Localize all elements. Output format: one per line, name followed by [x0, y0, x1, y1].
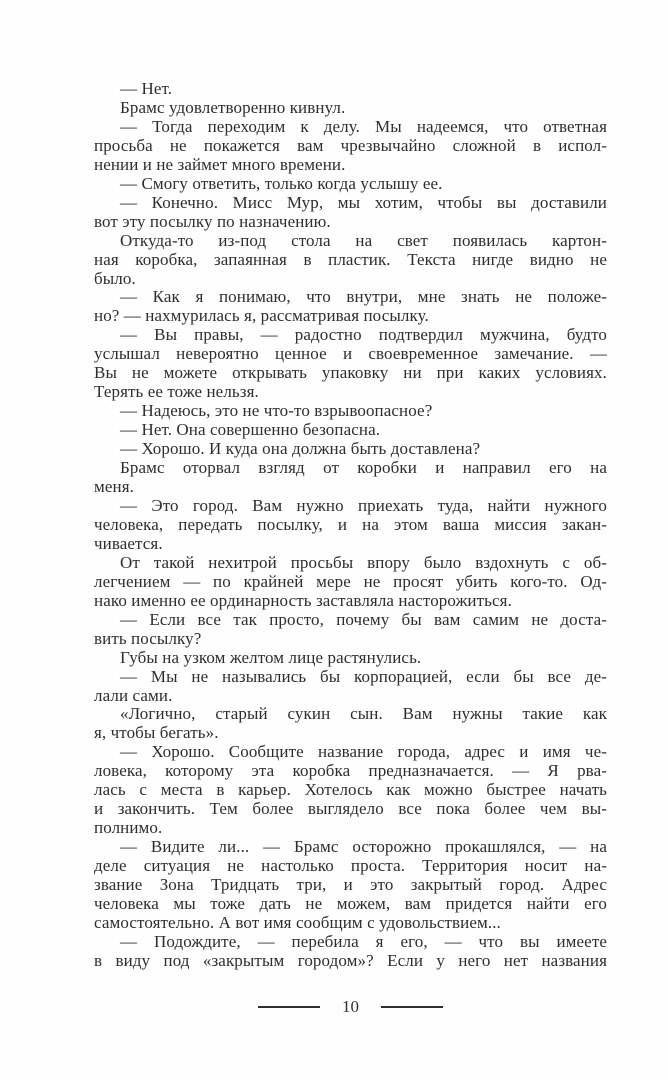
- text-line: ная коробка, запаянная в пластик. Текста нигде видно не: [94, 249, 607, 269]
- text-line: человека, передать посылку, и на этом ваша миссия закан-: [94, 514, 607, 534]
- footer-rule-left: [258, 1006, 320, 1008]
- text-line: лали сами.: [94, 685, 173, 705]
- text-line: но? — нахмурилась я, рассматривая посылку.: [94, 306, 429, 326]
- text-line: Брамс оторвал взгляд от коробки и направил его на: [120, 458, 607, 478]
- text-line: — Хорошо. Сообщите название города, адрес и имя че-: [120, 742, 607, 762]
- text-line: — Нет.: [120, 79, 173, 98]
- text-line: и закончить. Тем более выглядело все пока более чем вы-: [94, 799, 607, 819]
- text-line: — Тогда переходим к делу. Мы надеемся, что ответная: [120, 116, 607, 136]
- text-line: деле ситуация не настолько проста. Территория носит на-: [94, 856, 607, 876]
- text-line: легчением — по крайней мере не просят убить кого-то. Од-: [94, 571, 607, 591]
- text-line: я, чтобы бегать».: [94, 723, 219, 743]
- text-line: «Логично, старый сукин сын. Вам нужны такие как: [120, 704, 607, 724]
- text-line: — Мы не назывались бы корпорацией, если бы все де-: [120, 666, 607, 686]
- text-line: вот эту посылку по назначению.: [94, 211, 331, 231]
- page-number: 10: [342, 997, 359, 1016]
- text-line: человека мы тоже дать не можем, вам придется найти его: [94, 893, 607, 913]
- text-line: — Нет. Она совершенно безопасна.: [120, 420, 381, 440]
- text-line: Откуда-то из-под стола на свет появилась картон-: [120, 230, 607, 250]
- text-line: От такой нехитрой просьбы впору было вздохнуть с об-: [120, 552, 607, 572]
- text-line: звание Зона Тридцать три, и это закрытый город. Адрес: [94, 875, 607, 895]
- text-line: — Это город. Вам нужно приехать туда, найти нужного: [120, 495, 607, 515]
- text-line: услышал невероятно ценное и своевременное замечание. —: [94, 344, 607, 364]
- text-line: — Видите ли... — Брамс осторожно прокашлялся, — на: [120, 837, 607, 857]
- text-block: [94, 80, 607, 971]
- text-line: — Смогу ответить, только когда услышу ее.: [120, 173, 443, 193]
- text-line: — Надеюсь, это не что-то взрывоопасное?: [120, 401, 433, 421]
- text-line: самостоятельно. А вот имя сообщим с удовольствием...: [94, 912, 501, 932]
- text-line: лась с места в карьер. Хотелось как можно быстрее начать: [94, 780, 607, 800]
- text-line: вить посылку?: [94, 628, 202, 648]
- text-line: Брамс удовлетворенно кивнул.: [120, 97, 346, 117]
- text-line: Губы на узком желтом лице растянулись.: [120, 647, 422, 667]
- text-line: — Вы правы, — радостно подтвердил мужчина, будто: [120, 325, 607, 345]
- text-line: — Как я понимаю, что внутри, мне знать не положе-: [120, 287, 607, 307]
- text-line: меня.: [94, 477, 134, 497]
- text-line: — Если все так просто, почему бы вам самим не доста-: [120, 609, 607, 629]
- text-line: — Хорошо. И куда она должна быть доставлена?: [120, 439, 481, 459]
- text-line: было.: [94, 268, 136, 288]
- page-footer: [94, 997, 607, 1017]
- text-line: полнимо.: [94, 818, 163, 838]
- text-line: ловека, которому эта коробка предназначается. — Я рва-: [94, 761, 607, 781]
- text-line: — Подождите, — перебила я его, — что вы имеете: [120, 931, 607, 951]
- text-line: чивается.: [94, 533, 163, 553]
- text-line: нении и не займет много времени.: [94, 154, 346, 174]
- text-line: Вы не можете открывать упаковку ни при каких условиях.: [94, 363, 607, 383]
- text-line: нако именно ее ординарность заставляла насторожиться.: [94, 590, 512, 610]
- text-line: Терять ее тоже нельзя.: [94, 382, 259, 402]
- footer-rule-right: [381, 1006, 443, 1008]
- text-line: в виду под «закрытым городом»? Если у него нет названия: [94, 950, 607, 970]
- text-line: — Конечно. Мисс Мур, мы хотим, чтобы вы доставили: [120, 192, 607, 212]
- text-line: просьба не покажется вам чрезвычайно сложной в испол-: [94, 135, 607, 155]
